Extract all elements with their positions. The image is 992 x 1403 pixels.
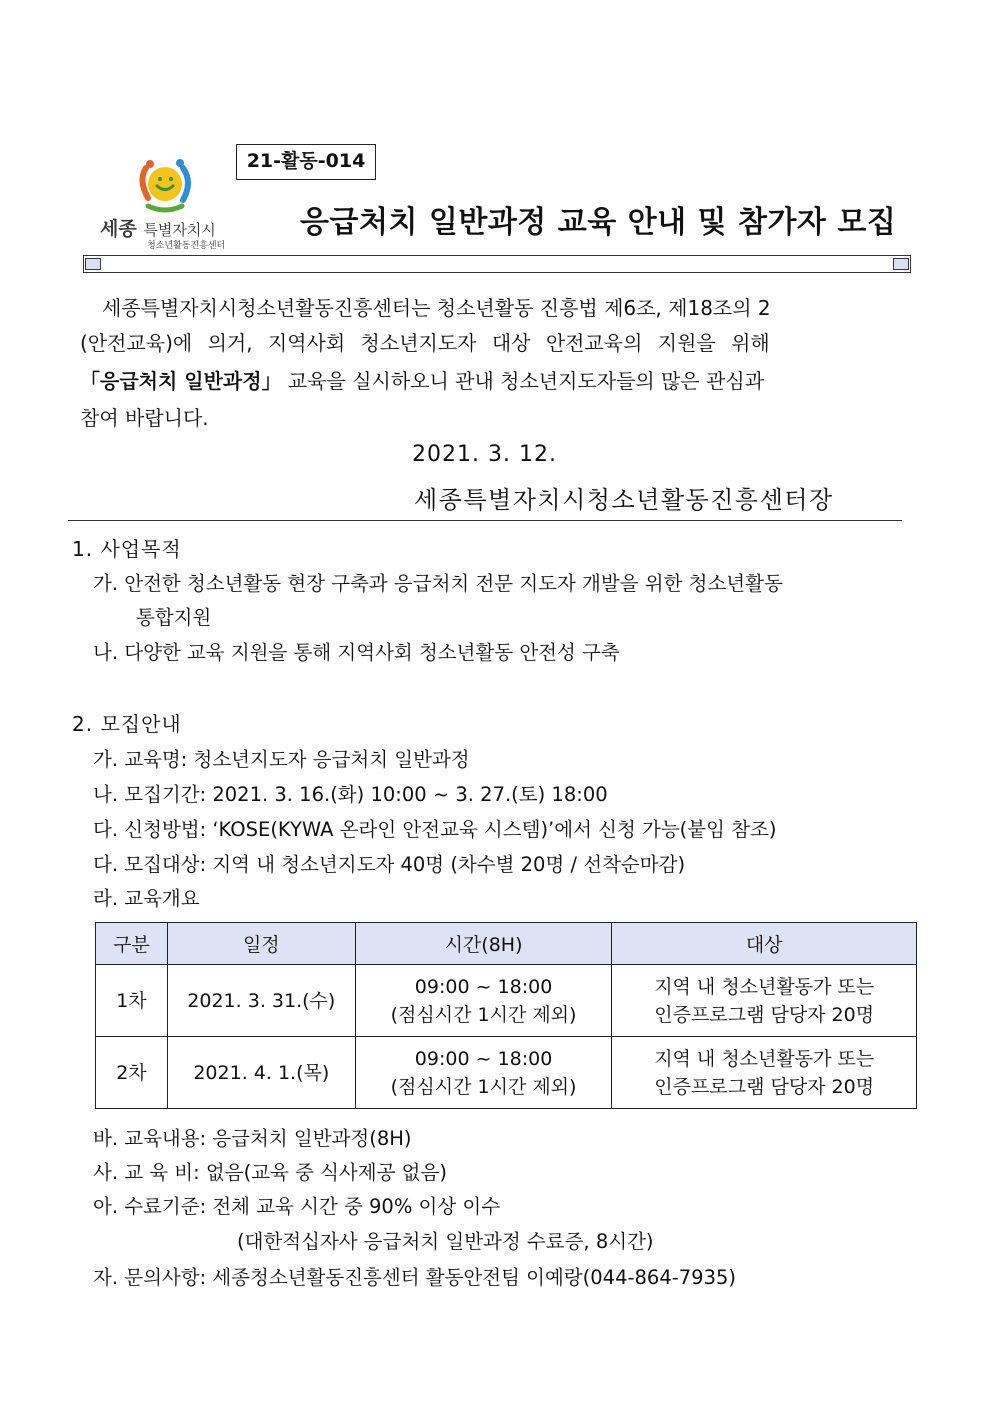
time-range: 09:00 ~ 18:00	[414, 975, 553, 998]
section-2-item: 아. 수료기준: 전체 교육 시간 중 90% 이상 이수	[93, 1195, 501, 1218]
time-note: (점심시간 1시간 제외)	[390, 1003, 577, 1026]
section-2-item: 다. 모집대상: 지역 내 청소년지도자 40명 (차수별 20명 / 선착순마감)	[93, 853, 686, 876]
course-name-bold: 「응급처치 일반과정」	[80, 369, 282, 393]
table-cell-round: 2차	[96, 1037, 168, 1109]
section-1-title: 1. 사업목적	[72, 537, 182, 561]
table-cell-target	[612, 965, 917, 1037]
section-2-item: 나. 모집기간: 2021. 3. 16.(화) 10:00 ~ 3. 27.(토) 18:00	[93, 783, 608, 806]
table-cell-date: 2021. 3. 31.(수)	[167, 965, 355, 1037]
intro-line-3	[80, 363, 764, 400]
intro-line-3-rest: 교육을 실시하오니 관내 청소년지도자들의 많은 관심과	[287, 369, 765, 393]
section-2-item: 라. 교육개요	[93, 887, 200, 910]
section-2-item: 가. 교육명: 청소년지도자 응급처치 일반과정	[93, 748, 470, 771]
table-header: 일정	[167, 923, 355, 965]
logo-mascot-icon	[128, 158, 198, 216]
target-line: 지역 내 청소년활동가 또는	[654, 975, 875, 998]
time-note: (점심시간 1시간 제외)	[390, 1075, 577, 1098]
table-header: 구분	[96, 923, 168, 965]
table-header: 시간(8H)	[355, 923, 612, 965]
intro-line-1: 세종특별자치시청소년활동진흥센터는 청소년활동 진흥법 제6조, 제18조의 2	[102, 296, 771, 320]
table-cell-round: 1차	[96, 965, 168, 1037]
page-title: 응급처치 일반과정 교육 안내 및 참가자 모집	[300, 205, 897, 240]
table-cell-time	[355, 1037, 612, 1109]
course-schedule-table	[95, 922, 917, 1109]
section-1-item: 나. 다양한 교육 지원을 통해 지역사회 청소년활동 안전성 구축	[93, 641, 620, 664]
organization-logo	[100, 158, 230, 253]
section-1-item: 가. 안전한 청소년활동 현장 구축과 응급처치 전문 지도자 개발을 위한 청소년활동	[93, 572, 783, 595]
logo-subtitle: 청소년활동진흥센터	[147, 241, 226, 251]
target-line: 인증프로그램 담당자 20명	[654, 1003, 875, 1026]
table-cell-target	[612, 1037, 917, 1109]
title-divider-bar	[83, 255, 911, 273]
section-2-item: 사. 교 육 비: 없음(교육 중 식사제공 없음)	[93, 1161, 447, 1184]
target-line: 인증프로그램 담당자 20명	[654, 1075, 875, 1098]
section-2-item-note: (대한적십자사 응급처치 일반과정 수료증, 8시간)	[237, 1230, 654, 1253]
section-2-title: 2. 모집안내	[72, 712, 182, 736]
table-cell-date: 2021. 4. 1.(목)	[167, 1037, 355, 1109]
target-line: 지역 내 청소년활동가 또는	[654, 1047, 875, 1070]
table-cell-time	[355, 965, 612, 1037]
table-row	[96, 1037, 917, 1109]
section-1-item: 통합지원	[136, 606, 212, 629]
time-range: 09:00 ~ 18:00	[414, 1047, 553, 1070]
logo-title: 세종 특별자치시	[100, 218, 216, 240]
divider-cap-left	[85, 258, 101, 270]
issue-date: 2021. 3. 12.	[412, 442, 557, 467]
document-number: 21-활동-014	[236, 144, 376, 180]
table-row	[96, 965, 917, 1037]
section-2-item: 자. 문의사항: 세종청소년활동진흥센터 활동안전팀 이예랑(044-864-7935)	[93, 1266, 737, 1289]
table-header-row	[96, 923, 917, 965]
intro-line-2: (안전교육)에 의거, 지역사회 청소년지도자 대상 안전교육의 지원을 위해	[80, 331, 770, 355]
horizontal-rule	[68, 520, 902, 521]
section-2-item: 바. 교육내용: 응급처치 일반과정(8H)	[93, 1127, 412, 1150]
section-2-item: 다. 신청방법: ‘KOSE(KYWA 온라인 안전교육 시스템)’에서 신청 가능(붙임 참조)	[93, 818, 777, 841]
issuer-name: 세종특별자치시청소년활동진흥센터장	[414, 486, 834, 514]
divider-cap-right	[893, 258, 909, 270]
table-header: 대상	[612, 923, 917, 965]
intro-line-4: 참여 바랍니다.	[80, 406, 209, 430]
